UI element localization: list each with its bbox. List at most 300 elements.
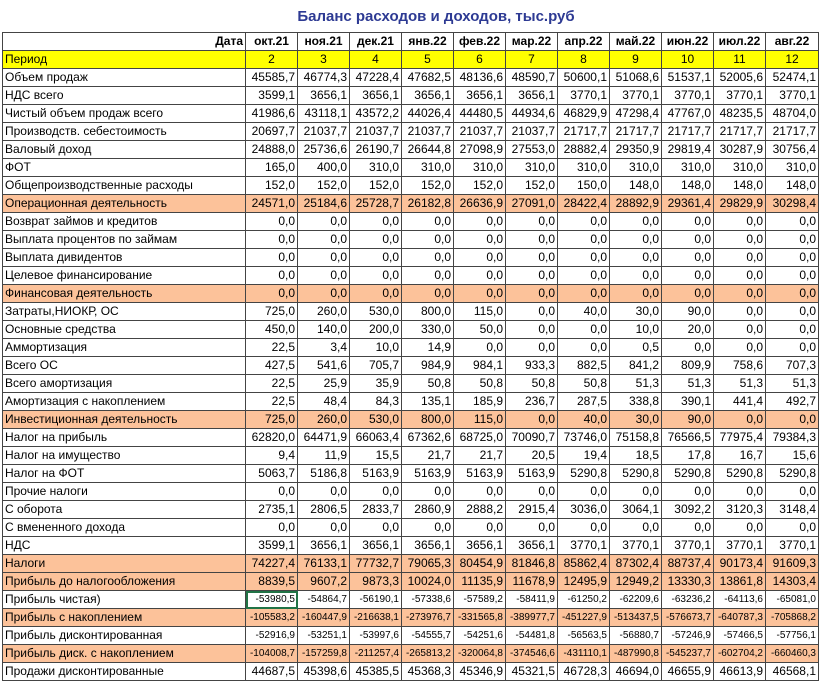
value-cell[interactable]: 29361,4 bbox=[662, 195, 714, 213]
month-header-cell[interactable]: май.22 bbox=[610, 33, 662, 51]
value-cell[interactable]: -389977,7 bbox=[506, 609, 558, 627]
selected-cell[interactable]: -53980,5 bbox=[246, 591, 298, 609]
value-cell[interactable]: 260,0 bbox=[298, 303, 350, 321]
value-cell[interactable]: 17,8 bbox=[662, 447, 714, 465]
value-cell[interactable]: 3656,1 bbox=[402, 537, 454, 555]
value-cell[interactable]: 0,0 bbox=[558, 519, 610, 537]
value-cell[interactable]: 725,0 bbox=[246, 411, 298, 429]
value-cell[interactable]: 0,0 bbox=[246, 483, 298, 501]
value-cell[interactable]: 44026,4 bbox=[402, 105, 454, 123]
value-cell[interactable]: 0,0 bbox=[610, 519, 662, 537]
value-cell[interactable]: 841,2 bbox=[610, 357, 662, 375]
value-cell[interactable]: -56563,5 bbox=[558, 627, 610, 645]
value-cell[interactable]: 0,0 bbox=[662, 267, 714, 285]
value-cell[interactable]: 0,0 bbox=[506, 303, 558, 321]
value-cell[interactable]: 0,0 bbox=[610, 213, 662, 231]
row-label-cell[interactable]: Амортизация с накоплением bbox=[3, 393, 246, 411]
value-cell[interactable]: 80454,9 bbox=[454, 555, 506, 573]
value-cell[interactable]: 0,0 bbox=[662, 285, 714, 303]
value-cell[interactable]: 45368,3 bbox=[402, 663, 454, 681]
value-cell[interactable]: 0,0 bbox=[714, 303, 766, 321]
value-cell[interactable]: 45398,6 bbox=[298, 663, 350, 681]
value-cell[interactable]: -487990,8 bbox=[610, 645, 662, 663]
value-cell[interactable]: 81846,8 bbox=[506, 555, 558, 573]
value-cell[interactable]: 50,8 bbox=[558, 375, 610, 393]
row-label-cell[interactable]: Финансовая деятельность bbox=[3, 285, 246, 303]
value-cell[interactable]: -64113,6 bbox=[714, 591, 766, 609]
value-cell[interactable]: 165,0 bbox=[246, 159, 298, 177]
value-cell[interactable]: 90,0 bbox=[662, 303, 714, 321]
value-cell[interactable]: 400,0 bbox=[298, 159, 350, 177]
period-number-cell[interactable]: 6 bbox=[454, 51, 506, 69]
value-cell[interactable]: 10024,0 bbox=[402, 573, 454, 591]
month-header-cell[interactable]: мар.22 bbox=[506, 33, 558, 51]
value-cell[interactable]: 0,0 bbox=[558, 231, 610, 249]
value-cell[interactable]: 0,0 bbox=[662, 483, 714, 501]
value-cell[interactable]: 29829,9 bbox=[714, 195, 766, 213]
value-cell[interactable]: 0,0 bbox=[558, 249, 610, 267]
value-cell[interactable]: 338,8 bbox=[610, 393, 662, 411]
value-cell[interactable]: 45346,9 bbox=[454, 663, 506, 681]
value-cell[interactable]: 236,7 bbox=[506, 393, 558, 411]
value-cell[interactable]: 62820,0 bbox=[246, 429, 298, 447]
value-cell[interactable]: 90,0 bbox=[662, 411, 714, 429]
value-cell[interactable]: 530,0 bbox=[350, 303, 402, 321]
value-cell[interactable]: 41986,6 bbox=[246, 105, 298, 123]
month-header-cell[interactable]: апр.22 bbox=[558, 33, 610, 51]
row-label-cell[interactable]: Затраты,НИОКР, ОС bbox=[3, 303, 246, 321]
value-cell[interactable]: 79384,3 bbox=[766, 429, 819, 447]
value-cell[interactable]: 3148,4 bbox=[766, 501, 819, 519]
value-cell[interactable]: 21037,7 bbox=[506, 123, 558, 141]
value-cell[interactable]: 492,7 bbox=[766, 393, 819, 411]
value-cell[interactable]: 87302,4 bbox=[610, 555, 662, 573]
value-cell[interactable]: 310,0 bbox=[558, 159, 610, 177]
value-cell[interactable]: 287,5 bbox=[558, 393, 610, 411]
value-cell[interactable]: 3656,1 bbox=[402, 87, 454, 105]
value-cell[interactable]: 0,0 bbox=[506, 213, 558, 231]
value-cell[interactable]: 25736,6 bbox=[298, 141, 350, 159]
value-cell[interactable]: 21717,7 bbox=[610, 123, 662, 141]
value-cell[interactable]: 11135,9 bbox=[454, 573, 506, 591]
value-cell[interactable]: 64471,9 bbox=[298, 429, 350, 447]
value-cell[interactable]: 28422,4 bbox=[558, 195, 610, 213]
value-cell[interactable]: 882,5 bbox=[558, 357, 610, 375]
row-label-cell[interactable]: Выплата процентов по займам bbox=[3, 231, 246, 249]
period-number-cell[interactable]: 2 bbox=[246, 51, 298, 69]
value-cell[interactable]: 0,0 bbox=[662, 249, 714, 267]
value-cell[interactable]: 50,8 bbox=[402, 375, 454, 393]
value-cell[interactable]: 984,9 bbox=[402, 357, 454, 375]
value-cell[interactable]: 85862,4 bbox=[558, 555, 610, 573]
value-cell[interactable]: 46613,9 bbox=[714, 663, 766, 681]
value-cell[interactable]: 152,0 bbox=[350, 177, 402, 195]
value-cell[interactable]: 27098,9 bbox=[454, 141, 506, 159]
value-cell[interactable]: 68725,0 bbox=[454, 429, 506, 447]
value-cell[interactable]: 2806,5 bbox=[298, 501, 350, 519]
value-cell[interactable]: 30,0 bbox=[610, 303, 662, 321]
value-cell[interactable]: 48590,7 bbox=[506, 69, 558, 87]
value-cell[interactable]: -104008,7 bbox=[246, 645, 298, 663]
month-header-cell[interactable]: ноя.21 bbox=[298, 33, 350, 51]
value-cell[interactable]: 0,0 bbox=[350, 483, 402, 501]
value-cell[interactable]: 5290,8 bbox=[610, 465, 662, 483]
value-cell[interactable]: 47298,4 bbox=[610, 105, 662, 123]
value-cell[interactable]: 809,9 bbox=[662, 357, 714, 375]
value-cell[interactable]: 0,0 bbox=[610, 483, 662, 501]
value-cell[interactable]: 0,0 bbox=[766, 339, 819, 357]
period-number-cell[interactable]: 12 bbox=[766, 51, 819, 69]
value-cell[interactable]: -157259,8 bbox=[298, 645, 350, 663]
value-cell[interactable]: 30756,4 bbox=[766, 141, 819, 159]
value-cell[interactable]: 22,5 bbox=[246, 339, 298, 357]
value-cell[interactable]: 3770,1 bbox=[714, 537, 766, 555]
date-label-cell[interactable]: Дата bbox=[3, 33, 246, 51]
value-cell[interactable]: 52474,1 bbox=[766, 69, 819, 87]
value-cell[interactable]: 3770,1 bbox=[558, 87, 610, 105]
value-cell[interactable]: 800,0 bbox=[402, 411, 454, 429]
value-cell[interactable]: 0,0 bbox=[402, 519, 454, 537]
value-cell[interactable]: 0,0 bbox=[402, 231, 454, 249]
value-cell[interactable]: 135,1 bbox=[402, 393, 454, 411]
period-number-cell[interactable]: 4 bbox=[350, 51, 402, 69]
row-label-cell[interactable]: Прибыль чистая) bbox=[3, 591, 246, 609]
value-cell[interactable]: 45321,5 bbox=[506, 663, 558, 681]
value-cell[interactable]: 0,0 bbox=[506, 285, 558, 303]
value-cell[interactable]: 5163,9 bbox=[350, 465, 402, 483]
value-cell[interactable]: 2860,9 bbox=[402, 501, 454, 519]
value-cell[interactable]: 29350,9 bbox=[610, 141, 662, 159]
value-cell[interactable]: 51,3 bbox=[766, 375, 819, 393]
period-number-cell[interactable]: 9 bbox=[610, 51, 662, 69]
value-cell[interactable]: 152,0 bbox=[454, 177, 506, 195]
value-cell[interactable]: 2888,2 bbox=[454, 501, 506, 519]
value-cell[interactable]: 0,0 bbox=[298, 483, 350, 501]
value-cell[interactable]: 0,0 bbox=[350, 267, 402, 285]
row-label-cell[interactable]: Прибыль диск. с накоплением bbox=[3, 645, 246, 663]
value-cell[interactable]: 0,0 bbox=[714, 231, 766, 249]
value-cell[interactable]: 0,0 bbox=[454, 231, 506, 249]
value-cell[interactable]: -58411,9 bbox=[506, 591, 558, 609]
value-cell[interactable]: 48704,0 bbox=[766, 105, 819, 123]
value-cell[interactable]: 0,0 bbox=[402, 249, 454, 267]
value-cell[interactable]: 0,0 bbox=[350, 285, 402, 303]
value-cell[interactable]: -640787,3 bbox=[714, 609, 766, 627]
value-cell[interactable]: 5290,8 bbox=[714, 465, 766, 483]
value-cell[interactable]: 0,0 bbox=[350, 249, 402, 267]
value-cell[interactable]: 9873,3 bbox=[350, 573, 402, 591]
value-cell[interactable]: 984,1 bbox=[454, 357, 506, 375]
value-cell[interactable]: 8839,5 bbox=[246, 573, 298, 591]
value-cell[interactable]: -53997,6 bbox=[350, 627, 402, 645]
value-cell[interactable]: 0,0 bbox=[610, 267, 662, 285]
value-cell[interactable]: -65081,0 bbox=[766, 591, 819, 609]
value-cell[interactable]: -374546,6 bbox=[506, 645, 558, 663]
row-label-cell[interactable]: Налог на ФОТ bbox=[3, 465, 246, 483]
period-number-cell[interactable]: 11 bbox=[714, 51, 766, 69]
value-cell[interactable]: 3656,1 bbox=[350, 537, 402, 555]
value-cell[interactable]: 0,5 bbox=[610, 339, 662, 357]
row-label-cell[interactable]: Всего амортизация bbox=[3, 375, 246, 393]
value-cell[interactable]: 185,9 bbox=[454, 393, 506, 411]
value-cell[interactable]: 3770,1 bbox=[662, 87, 714, 105]
value-cell[interactable]: -331565,8 bbox=[454, 609, 506, 627]
value-cell[interactable]: 27091,0 bbox=[506, 195, 558, 213]
value-cell[interactable]: 0,0 bbox=[766, 519, 819, 537]
value-cell[interactable]: 50,8 bbox=[454, 375, 506, 393]
value-cell[interactable]: 0,0 bbox=[558, 483, 610, 501]
value-cell[interactable]: 46694,0 bbox=[610, 663, 662, 681]
row-label-cell[interactable]: Налоги bbox=[3, 555, 246, 573]
value-cell[interactable]: -56880,7 bbox=[610, 627, 662, 645]
row-label-cell[interactable]: Общепроизводственные расходы bbox=[3, 177, 246, 195]
value-cell[interactable]: 73746,0 bbox=[558, 429, 610, 447]
value-cell[interactable]: 20,0 bbox=[662, 321, 714, 339]
value-cell[interactable]: 310,0 bbox=[350, 159, 402, 177]
value-cell[interactable]: 0,0 bbox=[246, 267, 298, 285]
value-cell[interactable]: 3770,1 bbox=[610, 87, 662, 105]
value-cell[interactable]: 0,0 bbox=[506, 231, 558, 249]
value-cell[interactable]: 0,0 bbox=[298, 285, 350, 303]
value-cell[interactable]: -52916,9 bbox=[246, 627, 298, 645]
row-label-cell[interactable]: Операционная деятельность bbox=[3, 195, 246, 213]
row-label-cell[interactable]: НДС всего bbox=[3, 87, 246, 105]
value-cell[interactable]: 25184,6 bbox=[298, 195, 350, 213]
value-cell[interactable]: 0,0 bbox=[714, 339, 766, 357]
value-cell[interactable]: 3092,2 bbox=[662, 501, 714, 519]
value-cell[interactable]: 0,0 bbox=[766, 267, 819, 285]
value-cell[interactable]: 12495,9 bbox=[558, 573, 610, 591]
value-cell[interactable]: 25728,7 bbox=[350, 195, 402, 213]
value-cell[interactable]: 51,3 bbox=[610, 375, 662, 393]
value-cell[interactable]: -57589,2 bbox=[454, 591, 506, 609]
value-cell[interactable]: 3770,1 bbox=[766, 537, 819, 555]
value-cell[interactable]: 5163,9 bbox=[506, 465, 558, 483]
value-cell[interactable]: -62209,6 bbox=[610, 591, 662, 609]
value-cell[interactable]: 21717,7 bbox=[714, 123, 766, 141]
row-label-cell[interactable]: Инвестиционная деятельность bbox=[3, 411, 246, 429]
value-cell[interactable]: 3656,1 bbox=[298, 537, 350, 555]
value-cell[interactable]: 310,0 bbox=[714, 159, 766, 177]
value-cell[interactable]: 77975,4 bbox=[714, 429, 766, 447]
value-cell[interactable]: 0,0 bbox=[454, 339, 506, 357]
value-cell[interactable]: 0,0 bbox=[766, 213, 819, 231]
value-cell[interactable]: 0,0 bbox=[766, 321, 819, 339]
value-cell[interactable]: 3770,1 bbox=[714, 87, 766, 105]
value-cell[interactable]: -53251,1 bbox=[298, 627, 350, 645]
value-cell[interactable]: 16,7 bbox=[714, 447, 766, 465]
value-cell[interactable]: 152,0 bbox=[506, 177, 558, 195]
value-cell[interactable]: 21037,7 bbox=[298, 123, 350, 141]
value-cell[interactable]: 140,0 bbox=[298, 321, 350, 339]
value-cell[interactable]: 0,0 bbox=[350, 213, 402, 231]
value-cell[interactable]: 48,4 bbox=[298, 393, 350, 411]
value-cell[interactable]: 0,0 bbox=[506, 321, 558, 339]
row-label-cell[interactable]: ФОТ bbox=[3, 159, 246, 177]
period-number-cell[interactable]: 5 bbox=[402, 51, 454, 69]
value-cell[interactable]: 5186,8 bbox=[298, 465, 350, 483]
value-cell[interactable]: 0,0 bbox=[610, 249, 662, 267]
value-cell[interactable]: 40,0 bbox=[558, 303, 610, 321]
value-cell[interactable]: 15,6 bbox=[766, 447, 819, 465]
value-cell[interactable]: 707,3 bbox=[766, 357, 819, 375]
value-cell[interactable]: 0,0 bbox=[402, 483, 454, 501]
value-cell[interactable]: 45585,7 bbox=[246, 69, 298, 87]
value-cell[interactable]: 0,0 bbox=[714, 267, 766, 285]
value-cell[interactable]: -57756,1 bbox=[766, 627, 819, 645]
value-cell[interactable]: 46774,3 bbox=[298, 69, 350, 87]
value-cell[interactable]: 50600,1 bbox=[558, 69, 610, 87]
value-cell[interactable]: 0,0 bbox=[714, 285, 766, 303]
value-cell[interactable]: 5163,9 bbox=[454, 465, 506, 483]
value-cell[interactable]: 0,0 bbox=[714, 411, 766, 429]
value-cell[interactable]: 3770,1 bbox=[558, 537, 610, 555]
value-cell[interactable]: 21717,7 bbox=[662, 123, 714, 141]
value-cell[interactable]: 79065,3 bbox=[402, 555, 454, 573]
row-label-cell[interactable]: Валовый доход bbox=[3, 141, 246, 159]
row-label-cell[interactable]: НДС bbox=[3, 537, 246, 555]
value-cell[interactable]: 15,5 bbox=[350, 447, 402, 465]
value-cell[interactable]: 44934,6 bbox=[506, 105, 558, 123]
month-header-cell[interactable]: янв.22 bbox=[402, 33, 454, 51]
value-cell[interactable]: 10,0 bbox=[610, 321, 662, 339]
value-cell[interactable]: 43118,1 bbox=[298, 105, 350, 123]
value-cell[interactable]: 260,0 bbox=[298, 411, 350, 429]
value-cell[interactable]: 0,0 bbox=[402, 285, 454, 303]
row-label-cell[interactable]: Прочие налоги bbox=[3, 483, 246, 501]
value-cell[interactable]: 21037,7 bbox=[350, 123, 402, 141]
value-cell[interactable]: 0,0 bbox=[714, 213, 766, 231]
value-cell[interactable]: 43572,2 bbox=[350, 105, 402, 123]
value-cell[interactable]: 47767,0 bbox=[662, 105, 714, 123]
value-cell[interactable]: -576673,7 bbox=[662, 609, 714, 627]
value-cell[interactable]: 21037,7 bbox=[402, 123, 454, 141]
value-cell[interactable]: 310,0 bbox=[610, 159, 662, 177]
value-cell[interactable]: 152,0 bbox=[402, 177, 454, 195]
month-header-cell[interactable]: июл.22 bbox=[714, 33, 766, 51]
value-cell[interactable]: -54555,7 bbox=[402, 627, 454, 645]
value-cell[interactable]: 46829,9 bbox=[558, 105, 610, 123]
value-cell[interactable]: 50,8 bbox=[506, 375, 558, 393]
value-cell[interactable]: 44480,5 bbox=[454, 105, 506, 123]
value-cell[interactable]: 0,0 bbox=[766, 285, 819, 303]
value-cell[interactable]: 150,0 bbox=[558, 177, 610, 195]
value-cell[interactable]: 3064,1 bbox=[610, 501, 662, 519]
value-cell[interactable]: 51,3 bbox=[714, 375, 766, 393]
value-cell[interactable]: 0,0 bbox=[558, 285, 610, 303]
value-cell[interactable]: 530,0 bbox=[350, 411, 402, 429]
value-cell[interactable]: 46728,3 bbox=[558, 663, 610, 681]
value-cell[interactable]: 0,0 bbox=[714, 249, 766, 267]
value-cell[interactable]: 12949,2 bbox=[610, 573, 662, 591]
row-label-cell[interactable]: Возврат займов и кредитов bbox=[3, 213, 246, 231]
value-cell[interactable]: 22,5 bbox=[246, 393, 298, 411]
value-cell[interactable]: 115,0 bbox=[454, 303, 506, 321]
value-cell[interactable]: -705868,2 bbox=[766, 609, 819, 627]
value-cell[interactable]: 3770,1 bbox=[766, 87, 819, 105]
value-cell[interactable]: 0,0 bbox=[662, 231, 714, 249]
value-cell[interactable]: -431110,1 bbox=[558, 645, 610, 663]
row-label-cell[interactable]: Налог на прибыль bbox=[3, 429, 246, 447]
value-cell[interactable]: 20,5 bbox=[506, 447, 558, 465]
value-cell[interactable]: 0,0 bbox=[610, 231, 662, 249]
value-cell[interactable]: 3656,1 bbox=[298, 87, 350, 105]
value-cell[interactable]: 0,0 bbox=[766, 483, 819, 501]
month-header-cell[interactable]: июн.22 bbox=[662, 33, 714, 51]
month-header-cell[interactable]: окт.21 bbox=[246, 33, 298, 51]
value-cell[interactable]: 20697,7 bbox=[246, 123, 298, 141]
value-cell[interactable]: 0,0 bbox=[454, 519, 506, 537]
value-cell[interactable]: 2735,1 bbox=[246, 501, 298, 519]
value-cell[interactable]: 18,5 bbox=[610, 447, 662, 465]
value-cell[interactable]: 28892,9 bbox=[610, 195, 662, 213]
value-cell[interactable]: -602704,2 bbox=[714, 645, 766, 663]
row-label-cell[interactable]: Производств. себестоимость bbox=[3, 123, 246, 141]
value-cell[interactable]: 2833,7 bbox=[350, 501, 402, 519]
value-cell[interactable]: 0,0 bbox=[714, 321, 766, 339]
row-label-cell[interactable]: Продажи дисконтированные bbox=[3, 663, 246, 681]
value-cell[interactable]: 800,0 bbox=[402, 303, 454, 321]
value-cell[interactable]: 390,1 bbox=[662, 393, 714, 411]
value-cell[interactable]: 0,0 bbox=[350, 519, 402, 537]
value-cell[interactable]: 0,0 bbox=[766, 303, 819, 321]
value-cell[interactable]: 0,0 bbox=[402, 213, 454, 231]
value-cell[interactable]: 26644,8 bbox=[402, 141, 454, 159]
value-cell[interactable]: 90173,4 bbox=[714, 555, 766, 573]
value-cell[interactable]: 427,5 bbox=[246, 357, 298, 375]
row-label-cell[interactable]: Целевое финансирование bbox=[3, 267, 246, 285]
month-header-cell[interactable]: дек.21 bbox=[350, 33, 402, 51]
value-cell[interactable]: 310,0 bbox=[766, 159, 819, 177]
value-cell[interactable]: 0,0 bbox=[454, 267, 506, 285]
value-cell[interactable]: 3656,1 bbox=[454, 537, 506, 555]
value-cell[interactable]: 152,0 bbox=[298, 177, 350, 195]
period-number-cell[interactable]: 7 bbox=[506, 51, 558, 69]
value-cell[interactable]: 14,9 bbox=[402, 339, 454, 357]
value-cell[interactable]: 310,0 bbox=[662, 159, 714, 177]
value-cell[interactable]: 0,0 bbox=[506, 249, 558, 267]
value-cell[interactable]: 35,9 bbox=[350, 375, 402, 393]
value-cell[interactable]: 0,0 bbox=[662, 519, 714, 537]
value-cell[interactable]: 0,0 bbox=[558, 267, 610, 285]
value-cell[interactable]: 5063,7 bbox=[246, 465, 298, 483]
value-cell[interactable]: 3656,1 bbox=[454, 87, 506, 105]
value-cell[interactable]: 91609,3 bbox=[766, 555, 819, 573]
value-cell[interactable]: -57466,5 bbox=[714, 627, 766, 645]
value-cell[interactable]: 9607,2 bbox=[298, 573, 350, 591]
value-cell[interactable]: 44687,5 bbox=[246, 663, 298, 681]
row-label-cell[interactable]: Прибыль дисконтированная bbox=[3, 627, 246, 645]
row-label-cell[interactable]: Чистый объем продаж всего bbox=[3, 105, 246, 123]
value-cell[interactable]: -545237,7 bbox=[662, 645, 714, 663]
value-cell[interactable]: 0,0 bbox=[506, 267, 558, 285]
value-cell[interactable]: 28882,4 bbox=[558, 141, 610, 159]
value-cell[interactable]: 51537,1 bbox=[662, 69, 714, 87]
period-number-cell[interactable]: 8 bbox=[558, 51, 610, 69]
value-cell[interactable]: 11678,9 bbox=[506, 573, 558, 591]
row-label-cell[interactable]: Налог на имущество bbox=[3, 447, 246, 465]
value-cell[interactable]: 70090,7 bbox=[506, 429, 558, 447]
value-cell[interactable]: 152,0 bbox=[246, 177, 298, 195]
value-cell[interactable]: 0,0 bbox=[246, 231, 298, 249]
value-cell[interactable]: 0,0 bbox=[298, 249, 350, 267]
value-cell[interactable]: 46568,1 bbox=[766, 663, 819, 681]
value-cell[interactable]: 0,0 bbox=[454, 285, 506, 303]
row-label-cell[interactable]: Выплата дивидентов bbox=[3, 249, 246, 267]
value-cell[interactable]: 0,0 bbox=[298, 213, 350, 231]
value-cell[interactable]: 50,0 bbox=[454, 321, 506, 339]
row-label-cell[interactable]: С оборота bbox=[3, 501, 246, 519]
